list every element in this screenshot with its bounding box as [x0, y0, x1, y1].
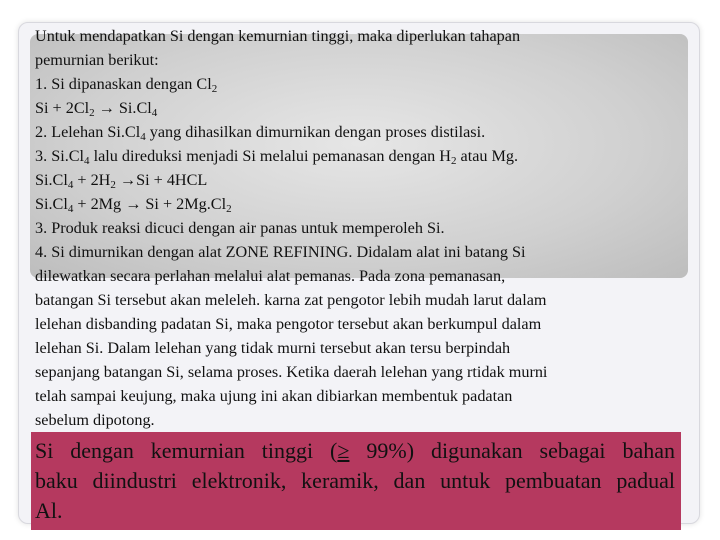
- text-line: [35, 336, 685, 360]
- text-segment: pemurnian berikut:: [35, 51, 159, 69]
- text-segment: sebelum dipotong.: [35, 411, 155, 429]
- text-segment: 3. Si.Cl: [35, 147, 85, 165]
- text-line: [35, 72, 685, 96]
- highlight-line-1: Si dengan kemurnian tinggi (≥ 99%) digunakan sebagai bahan: [35, 438, 675, 463]
- text-segment: batangan Si tersebut akan meleleh. karna zat pengotor lebih mudah larut dalam: [35, 291, 547, 309]
- text-segment: Untuk mendapatkan Si dengan kemurnian tinggi, maka diperlukan tahapan: [35, 27, 521, 45]
- text-segment: lelehan Si. Dalam lelehan yang tidak murni tersebut akan tersu berpindah: [35, 339, 511, 357]
- subscript: 2: [226, 203, 232, 215]
- text-line: [35, 144, 685, 168]
- text-segment: atau Mg.: [456, 147, 519, 165]
- text-segment: yang dihasilkan dimurnikan dengan proses distilasi.: [145, 123, 486, 141]
- text-segment: Si + 2Cl: [35, 99, 90, 117]
- text-line: [35, 360, 685, 384]
- text-line: [35, 48, 685, 72]
- text-segment: 1. Si dipanaskan dengan Cl: [35, 75, 212, 93]
- text-line: [35, 192, 685, 216]
- text-segment: sepanjang batangan Si, selama proses. Ketika daerah lelehan yang rtidak murni: [35, 363, 548, 381]
- subscript: 4: [151, 107, 158, 119]
- text-line: [35, 264, 685, 288]
- text-segment: → Si.Cl: [94, 99, 152, 117]
- subscript: 2: [110, 179, 116, 191]
- subscript: 4: [67, 179, 74, 191]
- text-line: [35, 96, 685, 120]
- subscript: 2: [450, 155, 457, 167]
- subscript: 4: [140, 131, 146, 143]
- text-line: [35, 288, 685, 312]
- text-line: [35, 216, 685, 240]
- text-line: [35, 168, 685, 192]
- text-segment: Si.Cl: [35, 171, 68, 189]
- process-steps-text: [35, 24, 685, 432]
- text-line: [35, 384, 685, 408]
- text-segment: dilewatkan secara perlahan melalui alat pemanas. Pada zona pemanasan,: [35, 267, 506, 285]
- text-segment: + 2Mg → Si + 2Mg.Cl: [73, 195, 227, 213]
- highlight-text: [35, 436, 675, 526]
- text-line: [35, 240, 685, 264]
- text-segment: + 2H: [73, 171, 111, 189]
- text-segment: lelehan disbanding padatan Si, maka pengotor tersebut akan berkumpul dalam: [35, 315, 542, 333]
- text-segment: Si.Cl: [35, 195, 68, 213]
- highlight-line-2: baku diindustri elektronik, keramik, dan untuk pembuatan padual: [35, 468, 675, 493]
- subscript: 2: [89, 107, 95, 119]
- subscript: 4: [84, 155, 90, 167]
- text-segment: lalu direduksi menjadi Si melalui pemanasan dengan H: [89, 147, 451, 165]
- text-line: [35, 312, 685, 336]
- text-segment: 2. Lelehan Si.Cl: [35, 123, 141, 141]
- subscript: 4: [67, 203, 74, 215]
- text-segment: →Si + 4HCL: [115, 171, 208, 189]
- greater-equal-symbol: ≥: [337, 438, 350, 463]
- text-segment: 3. Produk reaksi dicuci dengan air panas untuk memperoleh Si.: [35, 219, 445, 237]
- text-segment: telah sampai keujung, maka ujung ini akan dibiarkan membentuk padatan: [35, 387, 513, 405]
- text-line: [35, 120, 685, 144]
- text-segment: 4. Si dimurnikan dengan alat ZONE REFINING. Didalam alat ini batang Si: [35, 243, 526, 261]
- text-line: [35, 408, 685, 432]
- highlight-line-3: Al.: [35, 498, 63, 523]
- text-line: [35, 24, 685, 48]
- subscript: 2: [211, 83, 218, 95]
